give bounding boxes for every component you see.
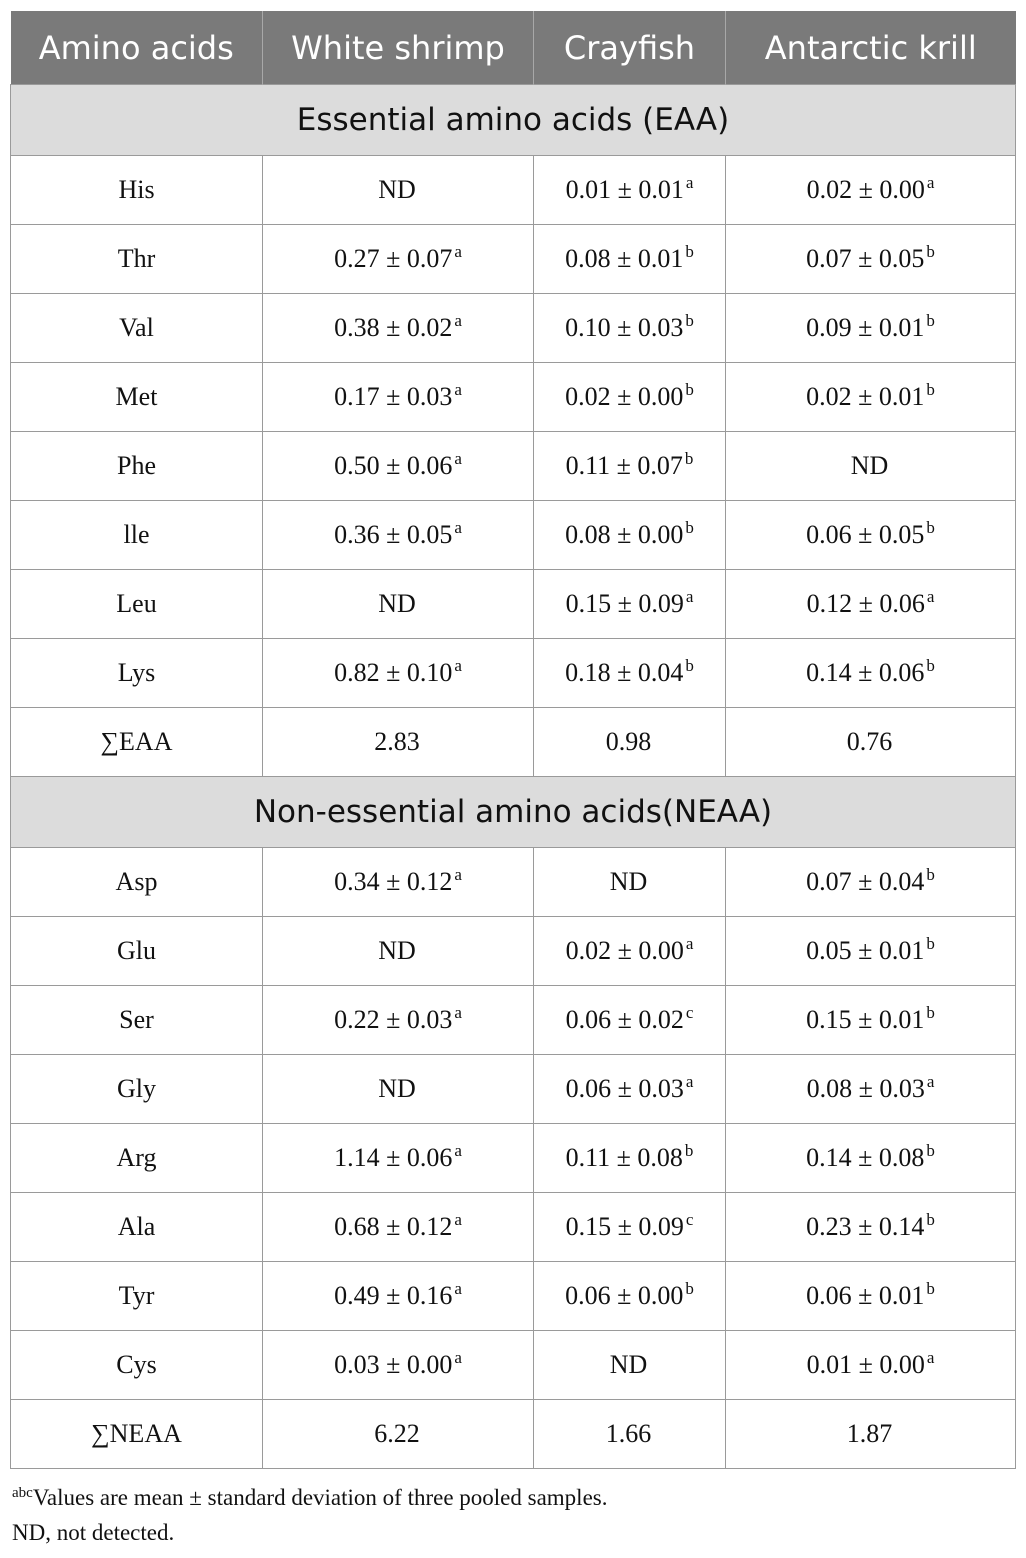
value-text: ND	[378, 175, 416, 204]
value-text: 0.98	[605, 727, 652, 756]
amino-acid-name: Asp	[11, 848, 263, 917]
value-cell	[263, 156, 534, 225]
significance-letter: a	[685, 1072, 694, 1091]
value-cell	[263, 501, 534, 570]
value-cell	[263, 225, 534, 294]
value-cell	[726, 639, 1016, 708]
value-cell	[726, 1331, 1016, 1400]
amino-acid-name: ∑EAA	[11, 708, 263, 777]
value-text: 0.02 ± 0.00	[806, 175, 925, 204]
table-row	[11, 1055, 1016, 1124]
amino-acid-name: Leu	[11, 570, 263, 639]
table-row	[11, 917, 1016, 986]
amino-acid-table	[10, 11, 1016, 1469]
value-cell	[263, 1124, 534, 1193]
significance-letter: b	[685, 518, 694, 537]
significance-letter: b	[684, 1141, 694, 1160]
section-header-row	[11, 777, 1016, 848]
value-cell	[726, 986, 1016, 1055]
table-body	[11, 85, 1016, 1469]
value-text: 0.49 ± 0.16	[334, 1281, 453, 1310]
significance-letter: b	[926, 1141, 935, 1160]
significance-letter: b	[926, 380, 935, 399]
value-cell	[263, 639, 534, 708]
footnote-values-text: Values are mean ± standard deviation of three pooled samples.	[32, 1485, 608, 1510]
value-text: 0.10 ± 0.03	[565, 313, 684, 342]
value-cell	[726, 432, 1016, 501]
amino-acid-name: Tyr	[11, 1262, 263, 1331]
value-text: 0.76	[846, 727, 893, 756]
table-row	[11, 1124, 1016, 1193]
significance-letter: a	[454, 518, 462, 537]
footnote-superscript: abc	[12, 1485, 33, 1501]
section-title: Non-essential amino acids(NEAA)	[11, 777, 1016, 848]
significance-letter: b	[685, 380, 694, 399]
value-text: 0.02 ± 0.01	[806, 382, 925, 411]
amino-acid-name: Lys	[11, 639, 263, 708]
value-cell	[534, 917, 726, 986]
value-cell	[726, 156, 1016, 225]
value-text: 0.27 ± 0.07	[334, 244, 453, 273]
value-cell	[726, 294, 1016, 363]
value-cell	[263, 1193, 534, 1262]
amino-acid-name: ∑NEAA	[11, 1400, 263, 1469]
significance-letter: a	[685, 587, 694, 606]
significance-letter: b	[926, 1279, 935, 1298]
value-text: 0.11 ± 0.08	[565, 1143, 683, 1172]
table-row	[11, 294, 1016, 363]
significance-letter: b	[685, 311, 694, 330]
value-text: 0.22 ± 0.03	[334, 1005, 453, 1034]
value-cell	[726, 1193, 1016, 1262]
significance-letter: b	[684, 449, 694, 468]
amino-acid-name: His	[11, 156, 263, 225]
amino-acid-name: Ser	[11, 986, 263, 1055]
table-row	[11, 1400, 1016, 1469]
significance-letter: b	[926, 242, 935, 261]
value-text: 0.06 ± 0.03	[565, 1074, 684, 1103]
value-text: 0.01 ± 0.00	[806, 1350, 925, 1379]
significance-letter: a	[454, 380, 462, 399]
value-cell	[263, 917, 534, 986]
value-text: 0.07 ± 0.05	[806, 244, 925, 273]
value-text: 0.11 ± 0.07	[565, 451, 683, 480]
value-cell	[534, 639, 726, 708]
value-cell	[726, 1124, 1016, 1193]
value-text: 0.06 ± 0.05	[806, 520, 925, 549]
value-cell	[726, 225, 1016, 294]
value-text: 0.38 ± 0.02	[334, 313, 453, 342]
amino-acid-name: Ala	[11, 1193, 263, 1262]
table-row	[11, 1262, 1016, 1331]
value-text: 0.08 ± 0.03	[806, 1074, 925, 1103]
value-cell	[534, 1331, 726, 1400]
amino-acid-name: Glu	[11, 917, 263, 986]
value-text: 1.14 ± 0.06	[334, 1143, 453, 1172]
value-cell	[263, 294, 534, 363]
value-text: 0.34 ± 0.12	[334, 867, 453, 896]
value-cell	[726, 1262, 1016, 1331]
value-cell	[726, 917, 1016, 986]
amino-acid-name: Thr	[11, 225, 263, 294]
table-row	[11, 432, 1016, 501]
significance-letter: a	[926, 1072, 935, 1091]
amino-acid-name: Val	[11, 294, 263, 363]
amino-acid-name: Cys	[11, 1331, 263, 1400]
value-cell	[534, 708, 726, 777]
table-row	[11, 639, 1016, 708]
value-cell	[534, 1400, 726, 1469]
value-text: 0.02 ± 0.00	[565, 936, 684, 965]
significance-letter: a	[454, 1279, 462, 1298]
value-cell	[534, 156, 726, 225]
significance-letter: a	[926, 587, 935, 606]
table-row	[11, 848, 1016, 917]
amino-acid-name: Arg	[11, 1124, 263, 1193]
significance-letter: b	[685, 656, 694, 675]
value-cell	[534, 501, 726, 570]
value-cell	[534, 225, 726, 294]
value-cell	[726, 363, 1016, 432]
value-cell	[726, 848, 1016, 917]
value-text: 0.06 ± 0.00	[565, 1281, 684, 1310]
footnote-nd: ND, not detected.	[12, 1520, 175, 1545]
value-cell	[263, 1331, 534, 1400]
value-text: 0.15 ± 0.09	[565, 589, 684, 618]
value-cell	[534, 1262, 726, 1331]
table-row	[11, 1331, 1016, 1400]
significance-letter: a	[926, 1348, 935, 1367]
significance-letter: a	[454, 1210, 462, 1229]
value-cell	[263, 1400, 534, 1469]
value-cell	[263, 708, 534, 777]
significance-letter: a	[454, 1141, 462, 1160]
value-text: 2.83	[374, 727, 420, 756]
value-cell	[726, 1400, 1016, 1469]
value-text: 0.01 ± 0.01	[565, 175, 684, 204]
significance-letter: c	[685, 1210, 694, 1229]
table-row	[11, 570, 1016, 639]
value-text: 0.68 ± 0.12	[334, 1212, 453, 1241]
value-text: 0.15 ± 0.09	[565, 1212, 684, 1241]
significance-letter: a	[454, 449, 462, 468]
significance-letter: a	[685, 934, 694, 953]
table-row	[11, 363, 1016, 432]
table-row	[11, 225, 1016, 294]
significance-letter: b	[685, 242, 694, 261]
value-text: 1.66	[605, 1419, 652, 1448]
amino-acid-table-container	[10, 11, 1015, 1469]
section-title: Essential amino acids (EAA)	[11, 85, 1016, 156]
value-cell	[726, 708, 1016, 777]
footnote-values	[12, 1485, 607, 1511]
significance-letter: a	[454, 1003, 462, 1022]
significance-letter: a	[454, 865, 462, 884]
value-text: 0.06 ± 0.01	[806, 1281, 925, 1310]
value-text: ND	[609, 867, 648, 896]
significance-letter: a	[454, 242, 462, 261]
significance-letter: b	[926, 656, 935, 675]
value-cell	[263, 986, 534, 1055]
value-text: 0.50 ± 0.06	[334, 451, 453, 480]
value-cell	[534, 1055, 726, 1124]
amino-acid-name: Met	[11, 363, 263, 432]
significance-letter: a	[926, 173, 935, 192]
significance-letter: b	[926, 1003, 935, 1022]
significance-letter: a	[454, 656, 462, 675]
value-text: 0.03 ± 0.00	[334, 1350, 453, 1379]
significance-letter: c	[685, 1003, 694, 1022]
header-antarctic-krill: Antarctic krill	[726, 11, 1016, 85]
amino-acid-name: Phe	[11, 432, 263, 501]
section-header-row	[11, 85, 1016, 156]
value-text: ND	[850, 451, 889, 480]
significance-letter: b	[926, 865, 935, 884]
significance-letter: b	[926, 934, 935, 953]
value-cell	[263, 848, 534, 917]
value-text: 0.17 ± 0.03	[334, 382, 453, 411]
amino-acid-name: lle	[11, 501, 263, 570]
significance-letter: a	[454, 311, 462, 330]
value-cell	[534, 432, 726, 501]
value-cell	[726, 1055, 1016, 1124]
table-row	[11, 708, 1016, 777]
value-text: ND	[378, 589, 416, 618]
value-cell	[534, 570, 726, 639]
value-text: 0.07 ± 0.04	[806, 867, 925, 896]
table-row	[11, 156, 1016, 225]
header-amino-acids: Amino acids	[11, 11, 263, 85]
table-row	[11, 986, 1016, 1055]
value-text: 0.14 ± 0.06	[806, 658, 925, 687]
value-text: ND	[378, 936, 416, 965]
value-cell	[726, 570, 1016, 639]
header-white-shrimp: White shrimp	[263, 11, 534, 85]
significance-letter: b	[926, 1210, 935, 1229]
value-text: 0.06 ± 0.02	[565, 1005, 684, 1034]
value-text: 0.14 ± 0.08	[806, 1143, 925, 1172]
value-text: 0.05 ± 0.01	[806, 936, 925, 965]
value-cell	[534, 1193, 726, 1262]
value-text: 6.22	[374, 1419, 420, 1448]
significance-letter: a	[685, 173, 694, 192]
value-cell	[534, 363, 726, 432]
value-cell	[534, 1124, 726, 1193]
value-cell	[263, 1262, 534, 1331]
value-text: 0.15 ± 0.01	[806, 1005, 925, 1034]
value-text: 0.36 ± 0.05	[334, 520, 453, 549]
value-text: 0.02 ± 0.00	[565, 382, 684, 411]
value-cell	[534, 848, 726, 917]
value-cell	[263, 432, 534, 501]
value-cell	[534, 294, 726, 363]
significance-letter: b	[685, 1279, 694, 1298]
value-text: 1.87	[846, 1419, 893, 1448]
table-row	[11, 1193, 1016, 1262]
value-cell	[726, 501, 1016, 570]
significance-letter: b	[926, 518, 935, 537]
table-row	[11, 501, 1016, 570]
value-text: 0.08 ± 0.01	[565, 244, 684, 273]
value-cell	[263, 570, 534, 639]
value-cell	[263, 1055, 534, 1124]
value-text: 0.23 ± 0.14	[806, 1212, 925, 1241]
value-cell	[534, 986, 726, 1055]
value-text: 0.12 ± 0.06	[806, 589, 925, 618]
significance-letter: b	[926, 311, 935, 330]
value-text: ND	[378, 1074, 416, 1103]
amino-acid-name: Gly	[11, 1055, 263, 1124]
header-row	[11, 11, 1016, 85]
significance-letter: a	[454, 1348, 462, 1367]
value-text: 0.09 ± 0.01	[806, 313, 925, 342]
header-crayfish: Crayfish	[534, 11, 726, 85]
value-text: ND	[609, 1350, 648, 1379]
value-text: 0.08 ± 0.00	[565, 520, 684, 549]
value-text: 0.82 ± 0.10	[334, 658, 453, 687]
value-text: 0.18 ± 0.04	[565, 658, 684, 687]
value-cell	[263, 363, 534, 432]
